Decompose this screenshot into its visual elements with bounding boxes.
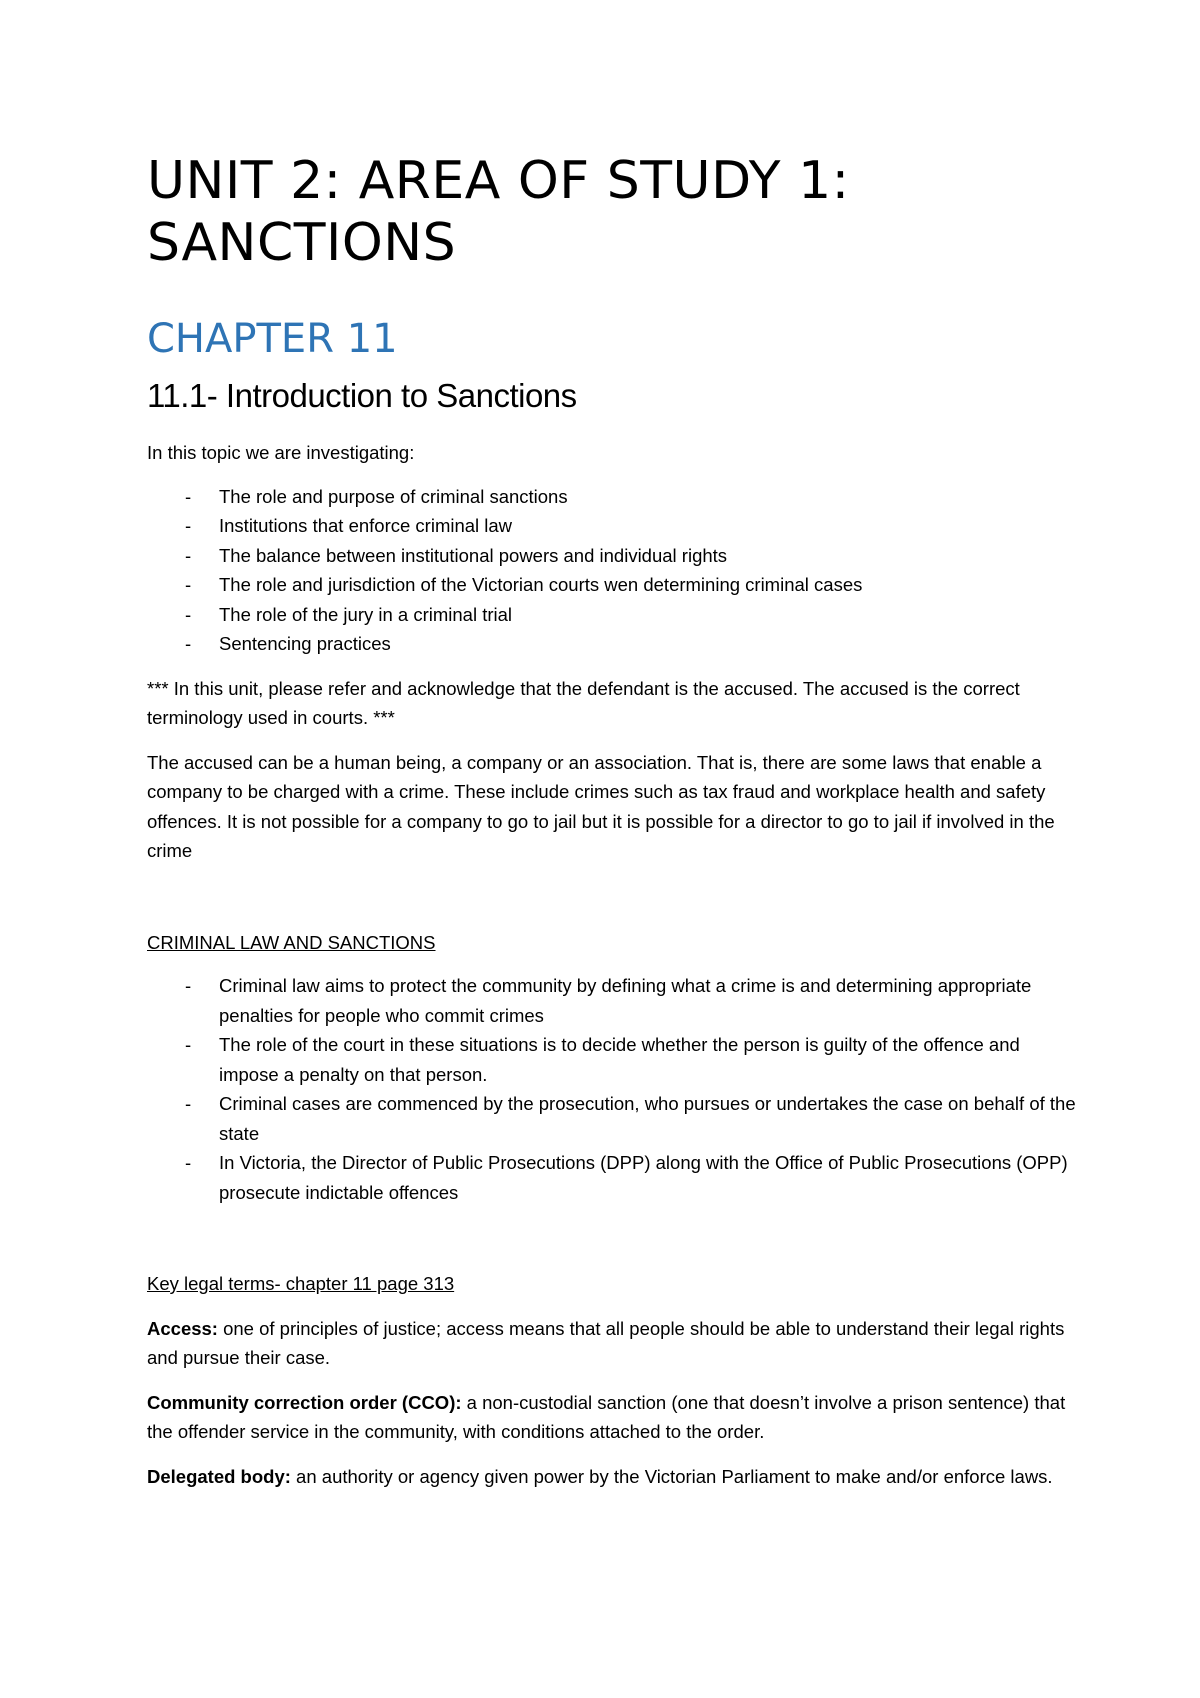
list-item: - The role of the jury in a criminal trial <box>147 600 1077 630</box>
section-heading: 11.1- Introduction to Sanctions <box>147 377 577 414</box>
list-item: - In Victoria, the Director of Public Prosecutions (DPP) along with the Office of Public Prosecutions (OPP) prosecute indictable offences <box>147 1148 1077 1207</box>
term-definition: an authority or agency given power by the Victorian Parliament to make and/or enforce laws. <box>290 1465 1053 1487</box>
term-definition: one of principles of justice; access means that all people should be able to understand their legal rights and pursue their case. <box>147 1317 1065 1368</box>
title-line-1: UNIT 2: AREA OF STUDY 1: <box>147 151 850 211</box>
main-title <box>147 150 1077 274</box>
terminology-note: *** In this unit, please refer and acknowledge that the defendant is the accused. The accused is the correct terminology used in courts. *** <box>147 677 1020 728</box>
chapter-heading: CHAPTER 11 <box>147 316 398 362</box>
topics-list <box>147 482 1077 659</box>
title-line-2: SANCTIONS <box>147 213 457 273</box>
list-item: - Institutions that enforce criminal law <box>147 511 1077 541</box>
list-item: - Criminal law aims to protect the community by defining what a crime is and determining appropriate penalties for people who commit crimes <box>147 971 1077 1030</box>
term-label: Community correction order (CCO): <box>147 1391 462 1413</box>
document-page <box>147 150 1077 1491</box>
term-cco <box>147 1388 1077 1447</box>
term-delegated-body <box>147 1462 1077 1492</box>
intro-text: In this topic we are investigating: <box>147 442 415 463</box>
key-terms-heading: Key legal terms- chapter 11 page 313 <box>147 1273 455 1294</box>
list-item: - Sentencing practices <box>147 629 1077 659</box>
accused-paragraph: The accused can be a human being, a company or an association. That is, there are some laws that enable a company to be charged with a crime. These include crimes such as tax fraud and workplace health and safety offences. It is not possible for a company to go to jail but it is possible for a director to go to jail if involved in the crime <box>147 751 1055 861</box>
list-item: - The role and jurisdiction of the Victorian courts wen determining criminal cases <box>147 570 1077 600</box>
list-item: - The role of the court in these situations is to decide whether the person is guilty of the offence and impose a penalty on that person. <box>147 1030 1077 1089</box>
term-access <box>147 1314 1077 1373</box>
list-item: - Criminal cases are commenced by the prosecution, who pursues or undertakes the case on behalf of the state <box>147 1089 1077 1148</box>
term-label: Access: <box>147 1317 218 1339</box>
list-item: - The role and purpose of criminal sanctions <box>147 482 1077 512</box>
criminal-law-list <box>147 971 1077 1207</box>
list-item: - The balance between institutional powers and individual rights <box>147 541 1077 571</box>
term-definition: a non-custodial sanction (one that doesn’t involve a prison sentence) that the offender service in the community, with conditions attached to the order. <box>147 1391 1066 1442</box>
criminal-law-heading: CRIMINAL LAW AND SANCTIONS <box>147 931 436 953</box>
term-label: Delegated body: <box>147 1465 291 1487</box>
